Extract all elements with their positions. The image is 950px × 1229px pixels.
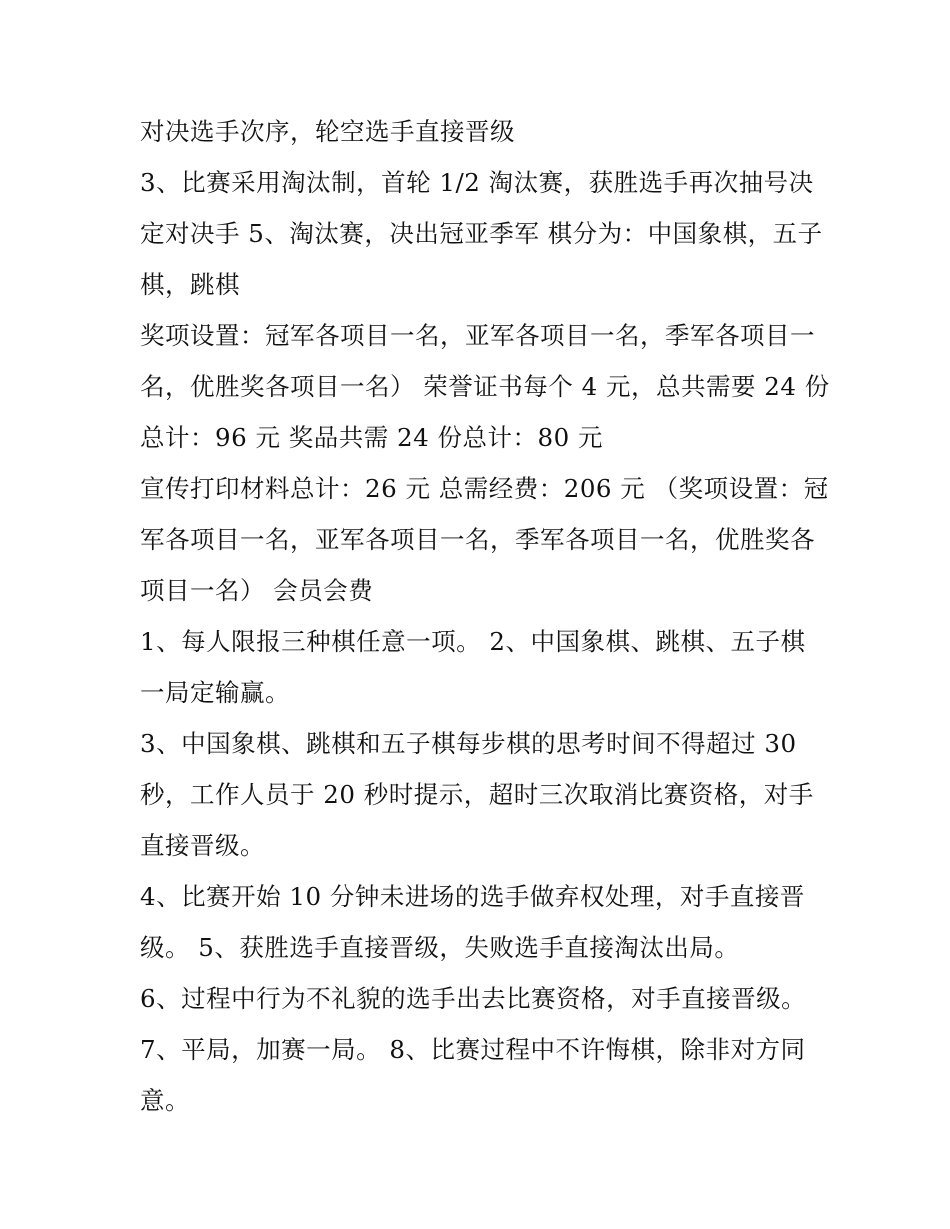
text-line: 奖项设置：冠军各项目一名，亚军各项目一名，季军各项目一 <box>140 321 815 350</box>
text-line: 军各项目一名，亚军各项目一名，季军各项目一名，优胜奖各 <box>140 525 815 554</box>
text-line: 对决选手次序，轮空选手直接晋级 <box>140 117 515 146</box>
document-body <box>140 106 830 1126</box>
text-line: 秒，工作人员于 20 秒时提示，超时三次取消比赛资格，对手 <box>140 780 814 809</box>
text-line: 直接晋级。 <box>140 831 265 860</box>
text-line: 3、比赛采用淘汰制，首轮 1/2 淘汰赛，获胜选手再次抽号决 <box>140 168 814 197</box>
text-line: 棋，跳棋 <box>140 270 240 299</box>
text-line: 6、过程中行为不礼貌的选手出去比赛资格，对手直接晋级。 <box>140 984 807 1013</box>
text-line: 定对决手 5、淘汰赛，决出冠亚季军 棋分为：中国象棋，五子 <box>140 219 823 248</box>
text-line: 级。 5、获胜选手直接晋级，失败选手直接淘汰出局。 <box>140 933 740 962</box>
text-line: 一局定输赢。 <box>140 678 290 707</box>
text-line: 名，优胜奖各项目一名） 荣誉证书每个 4 元，总共需要 24 份 <box>140 372 830 401</box>
text-line: 项目一名） 会员会费 <box>140 576 374 605</box>
text-line: 总计：96 元 奖品共需 24 份总计：80 元 <box>140 423 603 452</box>
text-line: 宣传打印材料总计：26 元 总需经费：206 元 （奖项设置：冠 <box>140 474 829 503</box>
text-line: 7、平局，加赛一局。 8、比赛过程中不许悔棋，除非对方同 <box>140 1035 806 1064</box>
text-line: 1、每人限报三种棋任意一项。 2、中国象棋、跳棋、五子棋 <box>140 627 806 656</box>
text-line: 3、中国象棋、跳棋和五子棋每步棋的思考时间不得超过 30 <box>140 729 797 758</box>
text-line: 意。 <box>140 1086 190 1115</box>
text-line: 4、比赛开始 10 分钟未进场的选手做弃权处理，对手直接晋 <box>140 882 805 911</box>
